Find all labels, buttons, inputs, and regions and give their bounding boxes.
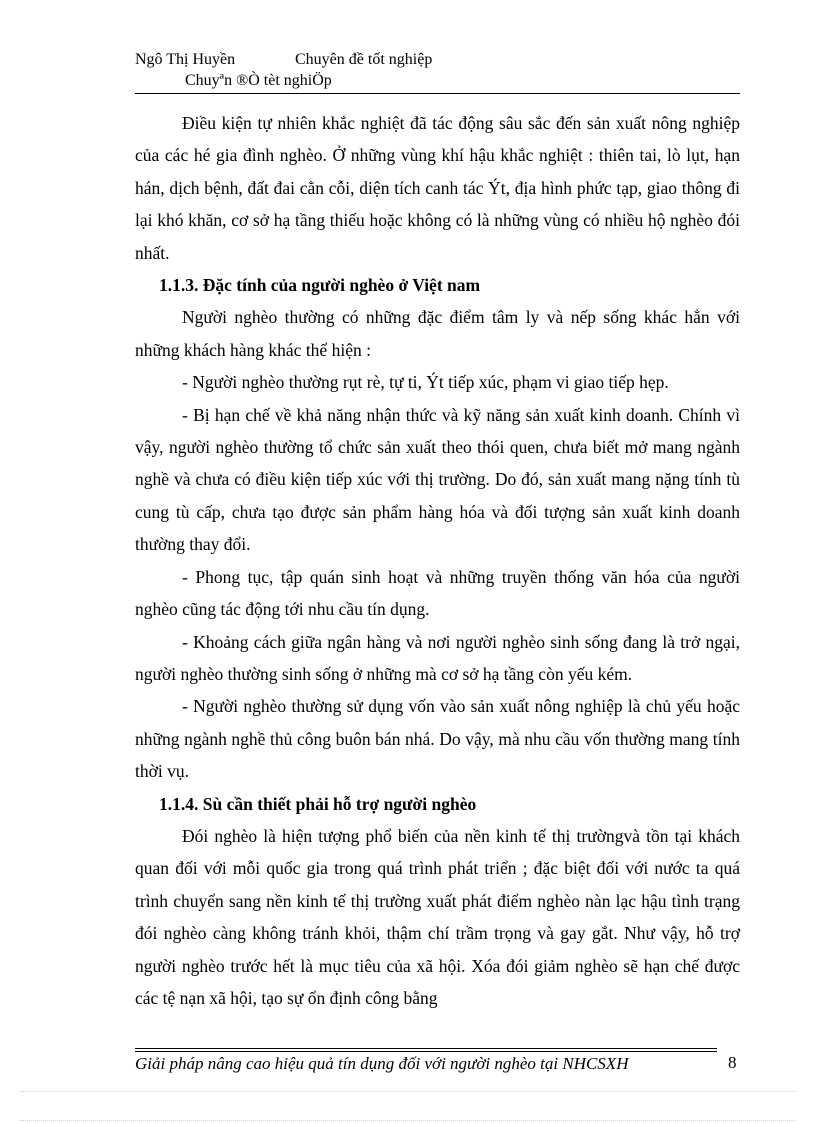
paragraph-natural-conditions: Điều kiện tự nhiên khắc nghiệt đã tác động sâu sắc đến sản xuất nông nghiệp của các hé gia đình nghèo. Ở những vùng khí hậu khắc nghiệt : thiên tai, lò lụt, hạn hán, dịch bệnh, đất đai cằn cỗi, diện tích canh tác Ýt, địa hình phức tạp, giao thông đi lại khó khăn, cơ sở hạ tầng thiếu hoặc không có là những vùng có nhiều hộ nghèo đói nhất. xyxy=(135,113,740,263)
section-heading-1-1-4: 1.1.4. Sù cần thiết phải hỗ trợ người nghèo xyxy=(159,793,477,814)
bullet-capital-use: - Người nghèo thường sử dụng vốn vào sản xuất nông nghiệp là chủ yếu hoặc những ngành nghề thủ công buôn bán nhá. Do vậy, mà nhu cầu vốn thường mang tính thời vụ. xyxy=(135,696,740,782)
page-header xyxy=(135,49,740,91)
paragraph-poor-characteristics: Người nghèo thường có những đặc điểm tâm ly và nếp sống khác hẳn với những khách hàng khác thể hiện : xyxy=(135,307,740,360)
page-number: 8 xyxy=(728,1053,737,1072)
section-heading-1-1-3: 1.1.3. Đặc tính của người nghèo ở Việt nam xyxy=(159,275,481,296)
bullet-timid: - Người nghèo thường rụt rè, tự ti, Ýt tiếp xúc, phạm vi giao tiếp hẹp. xyxy=(182,372,669,393)
bullet-distance: - Khoảng cách giữa ngân hàng và nơi người nghèo sinh sống đang là trở ngại, người nghèo thường sinh sống ở những mà cơ sở hạ tầng còn yếu kém. xyxy=(135,631,740,684)
page-boundary-dotted-line xyxy=(20,1091,796,1092)
footer-title: Giải pháp nâng cao hiệu quả tín dụng đối với người nghèo tại NHCSXH xyxy=(135,1054,629,1073)
footer-rule-top xyxy=(135,1048,717,1049)
document-body xyxy=(135,107,740,1014)
header-rule xyxy=(135,93,740,94)
bullet-customs: - Phong tục, tập quán sinh hoạt và những truyền thống văn hóa của người nghèo cũng tác động tới nhu cầu tín dụng. xyxy=(135,566,740,620)
paragraph-poverty: Đói nghèo là hiện tượng phổ biến của nền kinh tế thị trườngvà tồn tại khách quan đối với mỗi quốc gia trong quá trình phát triển ; đặc biệt đối với nước ta quá trình chuyển sang nền kinh tế thị trường xuất phát điểm nghèo nàn lạc hậu tình trạng đói nghèo càng không tránh khỏi, thậm chí trầm trọng và gay gắt. Như vậy, hỗ trợ người nghèo trước hết là mục tiêu của xã hội. Xóa đói giảm nghèo sẽ hạn chế được các tệ nạn xã hội, tạo sự ổn định công bằng xyxy=(135,825,740,1008)
footer-rule-bottom xyxy=(135,1051,717,1052)
header-line-1 xyxy=(135,49,740,71)
header-title: Chuyên đề tốt nghiệp xyxy=(295,51,433,68)
header-author: Ngô Thị Huyền xyxy=(135,51,236,68)
page-boundary-dotted-line-lower xyxy=(20,1120,796,1121)
header-title-garbled: Chuyªn ®Ò tèt nghiÖp xyxy=(185,72,332,89)
bullet-limited-knowledge: - Bị hạn chế về khả năng nhận thức và kỹ năng sản xuất kinh doanh. Chính vì vậy, người nghèo thường tổ chức sản xuất theo thói quen, chưa biết mở mang ngành nghề và chưa có điều kiện tiếp xúc với thị trường. Do đó, sản xuất mang nặng tính tù cung tù cấp, chưa tạo được sản phẩm hàng hóa và đối tượng sản xuất kinh doanh thường thay đổi. xyxy=(135,404,740,555)
